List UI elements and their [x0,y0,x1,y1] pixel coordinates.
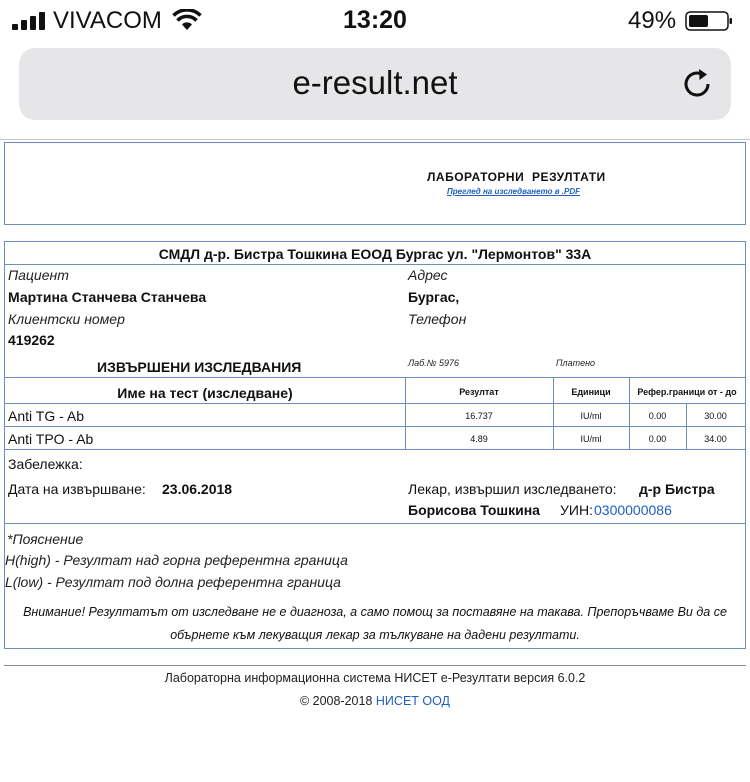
reference-to: 34.00 [704,434,727,444]
date-label: Дата на извършване: [8,481,146,497]
client-number-label: Клиентски номер [8,311,125,327]
divider [5,523,745,524]
test-result: 16.737 [465,411,493,421]
lab-name: СМДЛ д-р. Бистра Тошкина ЕООД Бургас ул. "Лермонтов" 33А [158,246,592,262]
remark-label: Забележка: [8,456,83,472]
carrier-name: VIVACOM [53,7,162,34]
battery-percent: 49% [628,7,677,34]
phone-label: Телефон [408,311,467,327]
uin-label: УИН: [560,502,593,518]
address-label: Адрес [408,267,448,283]
test-units: IU/ml [580,411,602,421]
disclaimer-line-1: Внимание! Резултатът от изследване не е диагноза, а само помощ за поставяне на такава. Препоръчваме Ви да се [23,605,727,619]
legend-low: L(low) - Резултат под долна референтна граница [5,574,341,590]
column-header-reference: Рефер.граници от - до [637,387,737,397]
column-header-units: Единици [571,387,611,397]
browser-chrome-divider [0,139,750,140]
company-link[interactable]: НИСЕТ ООД [375,694,451,708]
doctor-name: д-р Бистра [639,481,715,497]
payment-status: Платено [556,358,596,368]
column-header-result: Резултат [459,387,499,397]
doctor-label: Лекар, извършил изследването: [408,481,617,497]
column-header-test: Име на тест (изследване) [117,385,293,401]
patient-name: Мартина Станчева Станчева [8,289,207,305]
status-bar [0,0,750,42]
reference-from: 0.00 [648,411,667,421]
divider [5,449,745,450]
address-bar[interactable] [19,48,731,120]
date-value: 23.06.2018 [162,481,233,497]
divider [5,426,745,427]
footer-divider [4,665,746,666]
battery-icon [685,11,733,31]
legend-title: *Пояснение [7,531,84,547]
divider [5,264,745,265]
url-text[interactable]: e-result.net [292,64,458,101]
lab-number: Лаб.№ 5976 [408,358,460,368]
results-panel [4,241,746,649]
uin-value: 0300000086 [594,502,672,518]
test-result: 4.89 [470,434,488,444]
reference-to: 30.00 [704,411,727,421]
test-units: IU/ml [580,434,602,444]
test-name: Anti TG - Ab [8,408,84,424]
tests-heading: ИЗВЪРШЕНИ ИЗСЛЕДВАНИЯ [97,359,302,375]
test-name: Anti TPO - Ab [8,431,94,447]
copyright-text: © 2008-2018 [299,694,373,708]
divider [5,403,745,404]
divider [5,377,745,378]
disclaimer-line-2: обърнете към лекуващия лекар за тълкуване на дадени резултати. [170,628,580,642]
client-number: 419262 [8,332,55,348]
reload-icon[interactable] [681,67,715,101]
report-header [4,142,746,225]
footer-copyright [0,694,750,708]
reference-from: 0.00 [648,434,667,444]
patient-label: Пациент [8,267,69,283]
legend-high: H(high) - Резултат над горна референтна граница [5,552,348,568]
page-title: ЛАБОРАТОРНИ РЕЗУЛТАТИ [427,170,606,184]
footer-system: Лабораторна информационна система НИСЕТ е-Резултати версия 6.0.2 [164,671,586,685]
clock: 13:20 [343,6,407,34]
pdf-link[interactable]: Преглед на изследването в .PDF [447,187,580,196]
address-value: Бургас, [408,289,460,305]
doctor-name-cont: Борисова Тошкина [408,502,540,518]
